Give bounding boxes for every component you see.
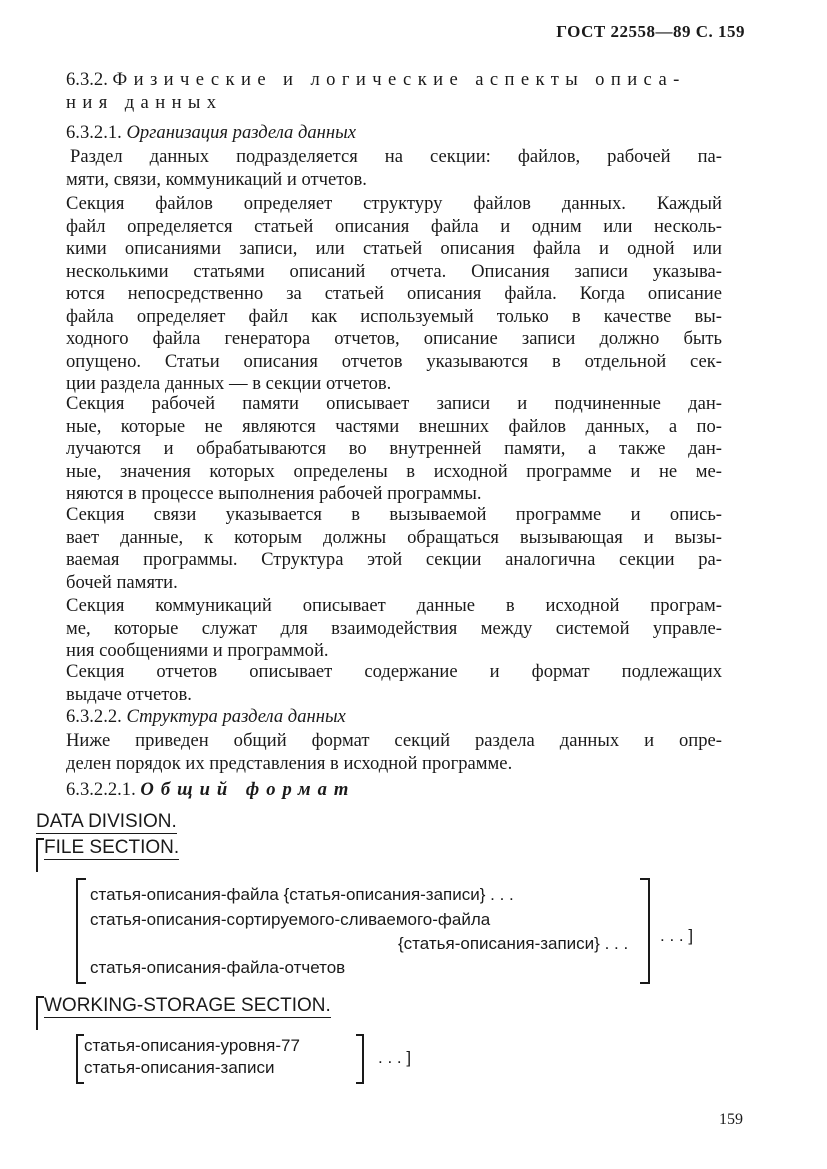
text-line: Секция рабочей памяти описывает записи и подчиненные дан- xyxy=(66,393,722,414)
file-block-line4: статья-описания-файла-отчетов xyxy=(90,958,346,977)
working-storage-text: WORKING-STORAGE SECTION. xyxy=(44,995,331,1016)
ws-block-line1: статья-описания-уровня-77 xyxy=(84,1036,300,1055)
text-line: выдаче отчетов. xyxy=(66,683,192,705)
section-6322-title: Структура раздела данных xyxy=(126,706,346,727)
text-line: ются непосредственно за статьей описания файла. Когда описание xyxy=(66,283,722,304)
section-6321-title: Организация раздела данных xyxy=(126,122,356,143)
text-line: Секция связи указывается в вызываемой программе и опись- xyxy=(66,504,722,525)
section-63221-heading xyxy=(66,779,355,802)
text-line: ния сообщениями и программой. xyxy=(66,640,329,661)
file-block-line1: статья-описания-файла {статья-описания-записи} . . . xyxy=(90,885,514,904)
text-line: лучаются и обрабатываются во внутренней памяти, а также дан- xyxy=(66,438,722,459)
paragraph-format-intro xyxy=(66,730,722,775)
optional-bracket-file-section xyxy=(36,838,44,872)
section-632-title-line1: Физические и логические аспекты описа- xyxy=(112,69,686,90)
paragraph-working-storage xyxy=(66,393,722,506)
paragraph-sections-overview xyxy=(66,146,722,191)
text-line: мяти, связи, коммуникаций и отчетов. xyxy=(66,168,367,190)
text-line: Секция отчетов описывает содержание и формат подлежащих xyxy=(66,661,722,682)
ws-bracket-right xyxy=(356,1034,364,1084)
text-line: ции раздела данных — в секции отчетов. xyxy=(66,373,392,394)
text-line: ходного файла генератора отчетов, описание записи должно быть xyxy=(66,328,722,349)
choice-bracket-left xyxy=(76,878,86,984)
text-line: файла определяет файл как используемый только в качестве вы- xyxy=(66,305,722,327)
text-line: Ниже приведен общий формат секций раздела данных и опре- xyxy=(66,730,722,751)
text-line: опущено. Статьи описания отчетов указываются в отдельной сек- xyxy=(66,350,722,372)
file-section-text: FILE SECTION. xyxy=(44,837,180,858)
text-line: ные, которые не являются частями внешних файлов данных, а по- xyxy=(66,415,722,437)
section-6322-heading xyxy=(66,706,346,729)
text-line: бочей памяти. xyxy=(66,571,178,593)
paragraph-linkage-section xyxy=(66,504,722,594)
ws-block-ellipsis: . . . ] xyxy=(378,1048,412,1067)
paragraph-communication-section xyxy=(66,595,722,663)
text-line: ваемая программы. Структура этой секции аналогична секции ра- xyxy=(66,549,722,570)
page-number: 159 xyxy=(719,1111,743,1128)
section-63221-title: Общий формат xyxy=(140,779,356,800)
section-632-title-line2: ния данных xyxy=(66,92,223,113)
working-storage-keyword xyxy=(44,995,331,1017)
section-6322-number: 6.3.2.2. xyxy=(66,706,122,727)
text-line: несколькими статьями описаний отчета. Описания записи указыва- xyxy=(66,260,722,282)
text-line: Секция коммуникаций описывает данные в исходной програм- xyxy=(66,595,722,616)
text-line: ме, которые служат для взаимодействия между системой управле- xyxy=(66,617,722,639)
file-block-ellipsis: . . . ] xyxy=(660,926,694,945)
text-line: Раздел данных подразделяется на секции: файлов, рабочей па- xyxy=(70,146,722,167)
text-line: файл определяется статьей описания файла и одним или несколь- xyxy=(66,215,722,237)
text-line: делен порядок их представления в исходной программе. xyxy=(66,752,513,774)
section-632-number: 6.3.2. xyxy=(66,69,108,90)
ws-block-line2: статья-описания-записи xyxy=(84,1058,275,1077)
section-6321-number: 6.3.2.1. xyxy=(66,122,122,143)
file-block-line2: статья-описания-сортируемого-сливаемого-файла xyxy=(90,910,491,929)
text-line: няются в процессе выполнения рабочей программы. xyxy=(66,483,482,504)
data-division-keyword xyxy=(36,811,177,833)
section-632-heading xyxy=(66,69,686,92)
text-line: вает данные, к которым должны обращаться вызывающая и вызы- xyxy=(66,526,722,548)
choice-bracket-right xyxy=(640,878,650,984)
paragraph-file-section xyxy=(66,193,722,396)
file-section-keyword xyxy=(44,837,179,859)
optional-bracket-working-storage xyxy=(36,996,44,1030)
running-header: ГОСТ 22558—89 С. 159 xyxy=(556,22,745,41)
text-line: ные, значения которых определены в исходной программе и не ме- xyxy=(66,460,722,482)
text-line: кими описаниями записи, или статьей описания файла и одной или xyxy=(66,238,722,259)
section-6321-heading xyxy=(66,122,356,145)
paragraph-report-section xyxy=(66,661,722,706)
ws-bracket-left xyxy=(76,1034,84,1084)
text-line: Секция файлов определяет структуру файлов данных. Каждый xyxy=(66,193,722,214)
data-division-text: DATA DIVISION. xyxy=(36,811,177,832)
section-63221-number: 6.3.2.2.1. xyxy=(66,779,136,800)
file-block-line3: {статья-описания-записи} . . . xyxy=(398,934,629,953)
